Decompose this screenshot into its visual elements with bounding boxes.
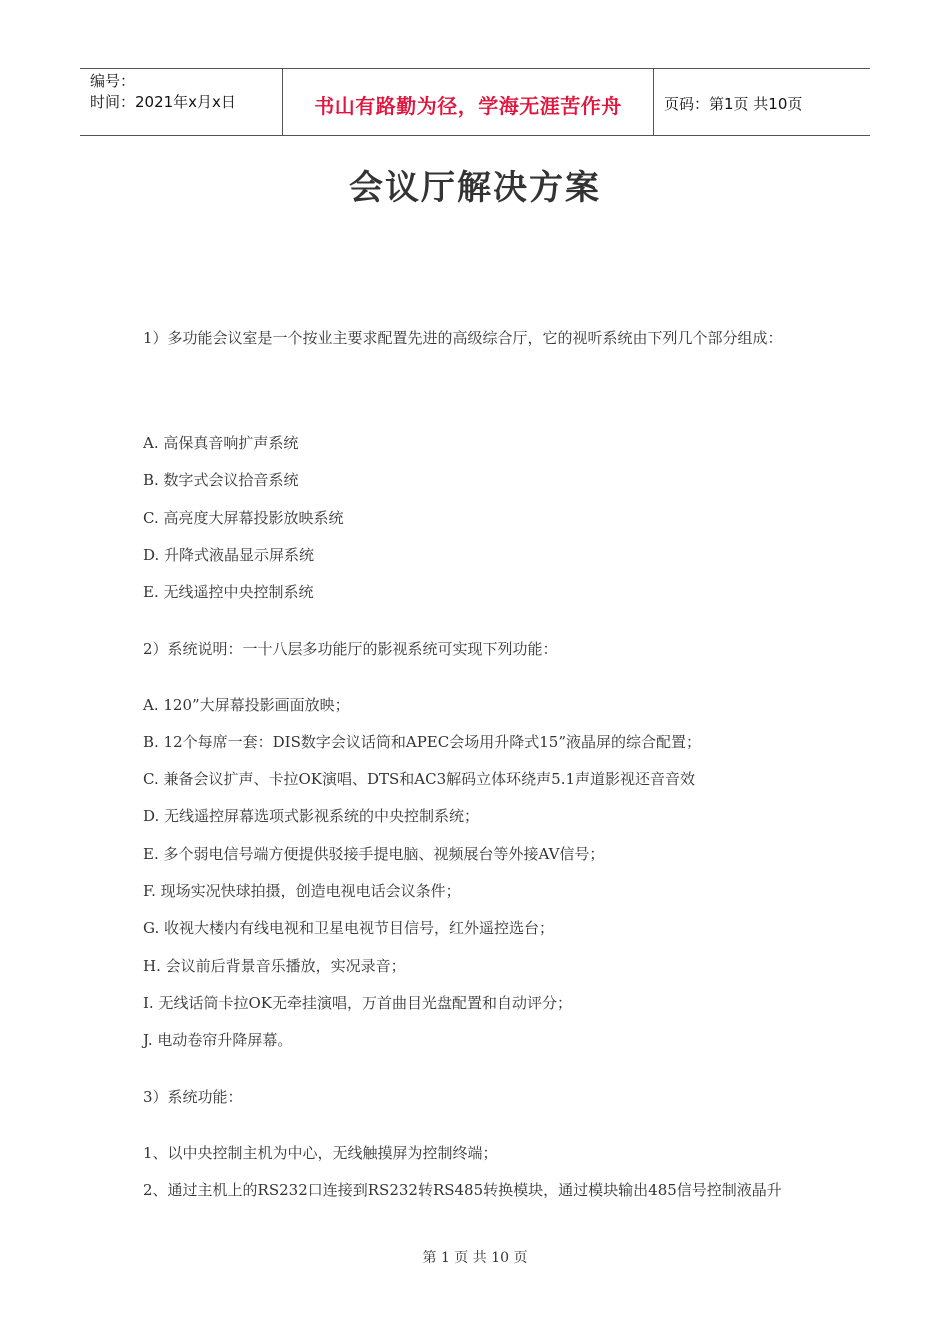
page-footer: 第 1 页 共 10 页	[422, 1250, 528, 1266]
section-3-item: 2、通过主机上的RS232口连接到RS232转RS485转换模块，通过模块输出485信号控制液晶升	[143, 1181, 782, 1199]
section-1-item: B. 数字式会议拾音系统	[143, 471, 299, 489]
section-2-item: J. 电动卷帘升降屏幕。	[143, 1031, 293, 1049]
section-2-item: I. 无线话筒卡拉OK无牵挂演唱，万首曲目光盘配置和自动评分；	[143, 994, 572, 1012]
section-1-item: D. 升降式液晶显示屏系统	[143, 546, 315, 564]
section-1-item: A. 高保真音响扩声系统	[143, 434, 299, 452]
section-2-item: B. 12个每席一套：DIS数字会议话筒和APEC会场用升降式15”液晶屏的综合配置；	[143, 733, 701, 751]
section-2-item: H. 会议前后背景音乐播放，实况录音；	[143, 957, 406, 975]
document-title: 会议厅解决方案	[349, 168, 601, 208]
section-1-heading: 1）多功能会议室是一个按业主要求配置先进的高级综合厅，它的视听系统由下列几个部分组成：	[143, 329, 783, 347]
section-2-item: E. 多个弱电信号端方便提供驳接手提电脑、视频展台等外接AV信号；	[143, 845, 605, 863]
section-3-item: 1、以中央控制主机为中心，无线触摸屏为控制终端；	[143, 1144, 498, 1162]
header-meta-cell	[80, 69, 282, 135]
section-2-item: C. 兼备会议扩声、卡拉OK演唱、DTS和AC3解码立体环绕声5.1声道影视还音音效	[143, 770, 696, 788]
section-2-item: D. 无线遥控屏幕选项式影视系统的中央控制系统；	[143, 807, 480, 825]
header-motto: 书山有路勤为径，学海无涯苦作舟	[314, 93, 622, 118]
section-2-item: G. 收视大楼内有线电视和卫星电视节目信号，红外遥控选台；	[143, 919, 554, 937]
document-number-label: 编号：	[90, 72, 136, 90]
section-1-item: E. 无线遥控中央控制系统	[143, 583, 314, 601]
header-page-info: 页码：第1页 共10页	[664, 94, 803, 113]
section-1-item: C. 高亮度大屏幕投影放映系统	[143, 509, 344, 527]
document-time-label: 时间：2021年x月x日	[90, 93, 236, 111]
header-page-cell	[654, 69, 870, 135]
header-table	[80, 68, 870, 136]
section-2-item: A. 120”大屏幕投影画面放映；	[143, 696, 350, 714]
header-motto-cell	[282, 69, 654, 135]
section-3-heading: 3）系统功能：	[143, 1088, 243, 1106]
section-2-heading: 2）系统说明：一十八层多功能厅的影视系统可实现下列功能：	[143, 640, 558, 658]
section-2-item: F. 现场实况快球拍摄，创造电视电话会议条件；	[143, 882, 461, 900]
